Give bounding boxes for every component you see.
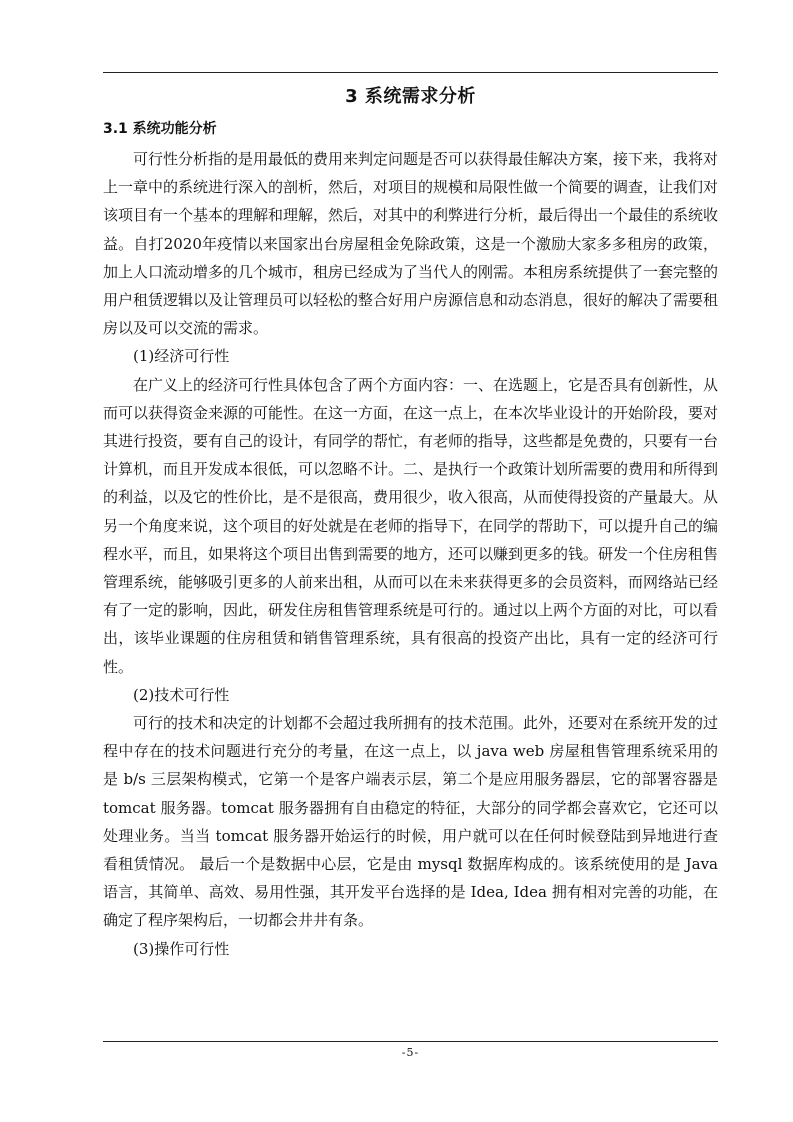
chapter-title: 3 系统需求分析: [345, 86, 476, 107]
paragraph-technical: 可行的技术和决定的计划都不会超过我所拥有的技术范围。此外，还要对在系统开发的过程中存在的技术问题进行充分的考量，在这一点上，以 java web 房屋租售管理系统采用的是 b/s 三层架构模式，它第一个是客户端表示层，第二个是应用服务器层，它的部署容器是 tomcat 服务器。tomcat 服务器拥有自由稳定的特征，大部分的同学都会喜欢它，它还可以处理业务。当当 tomcat 服务器开始运行的时候，用户就可以在任何时候登陆到异地进行查看租赁情况。 最后一个是数据中心层，它是由 mysql 数据库构成的。该系统使用的是 Java 语言，其简单、高效、易用性强，其开发平台选择的是 Idea, Idea 拥有相对完善的功能，在确定了程序架构后，一切都会井井有条。: [103, 714, 719, 930]
body-text: [103, 145, 718, 963]
footer-rule: [103, 1041, 718, 1042]
section-title: 3.1 系统功能分析: [103, 121, 217, 137]
subheading-economic: (1)经济可行性: [133, 347, 230, 366]
subheading-technical: (2)技术可行性: [133, 685, 230, 704]
header-rule: [103, 72, 718, 73]
page-number: -5-: [401, 1046, 420, 1059]
subheading-operational: (3)操作可行性: [133, 939, 230, 958]
paragraph-economic: 在广义上的经济可行性具体包含了两个方面内容：一、在选题上，它是否具有创新性，从而可以获得资金来源的可能性。在这一方面，在这一点上，在本次毕业设计的开始阶段，要对其进行投资，要有自己的设计，有同学的帮忙，有老师的指导，这些都是免费的，只要有一台计算机，而且开发成本很低，可以忽略不计。二、是执行一个政策计划所需要的费用和所得到的利益，以及它的性价比，是不是很高，费用很少，收入很高，从而使得投资的产量最大。从另一个角度来说，这个项目的好处就是在老师的指导下，在同学的帮助下，可以提升自己的编程水平，而且，如果将这个项目出售到需要的地方，还可以赚到更多的钱。研发一个住房租售管理系统，能够吸引更多的人前来出租，从而可以在未来获得更多的会员资料，而网络站已经有了一定的影响，因此，研发住房租售管理系统是可行的。通过以上两个方面的对比，可以看出，该毕业课题的住房租赁和销售管理系统，具有很高的投资产出比，具有一定的经济可行性。: [103, 375, 719, 676]
paragraph-intro: 可行性分析指的是用最低的费用来判定问题是否可以获得最佳解决方案，接下来，我将对上一章中的系统进行深入的剖析，然后，对项目的规模和局限性做一个简要的调查，让我们对该项目有一个基本的理解和理解，然后，对其中的利弊进行分析，最后得出一个最佳的系统收益。自打2020年疫情以来国家出台房屋租金免除政策，这是一个激励大家多多租房的政策，加上人口流动增多的几个城市，租房已经成为了当代人的刚需。本租房系统提供了一套完整的用户租赁逻辑以及让管理员可以轻松的整合好用户房源信息和动态消息，很好的解决了需要租房以及可以交流的需求。: [103, 150, 719, 338]
